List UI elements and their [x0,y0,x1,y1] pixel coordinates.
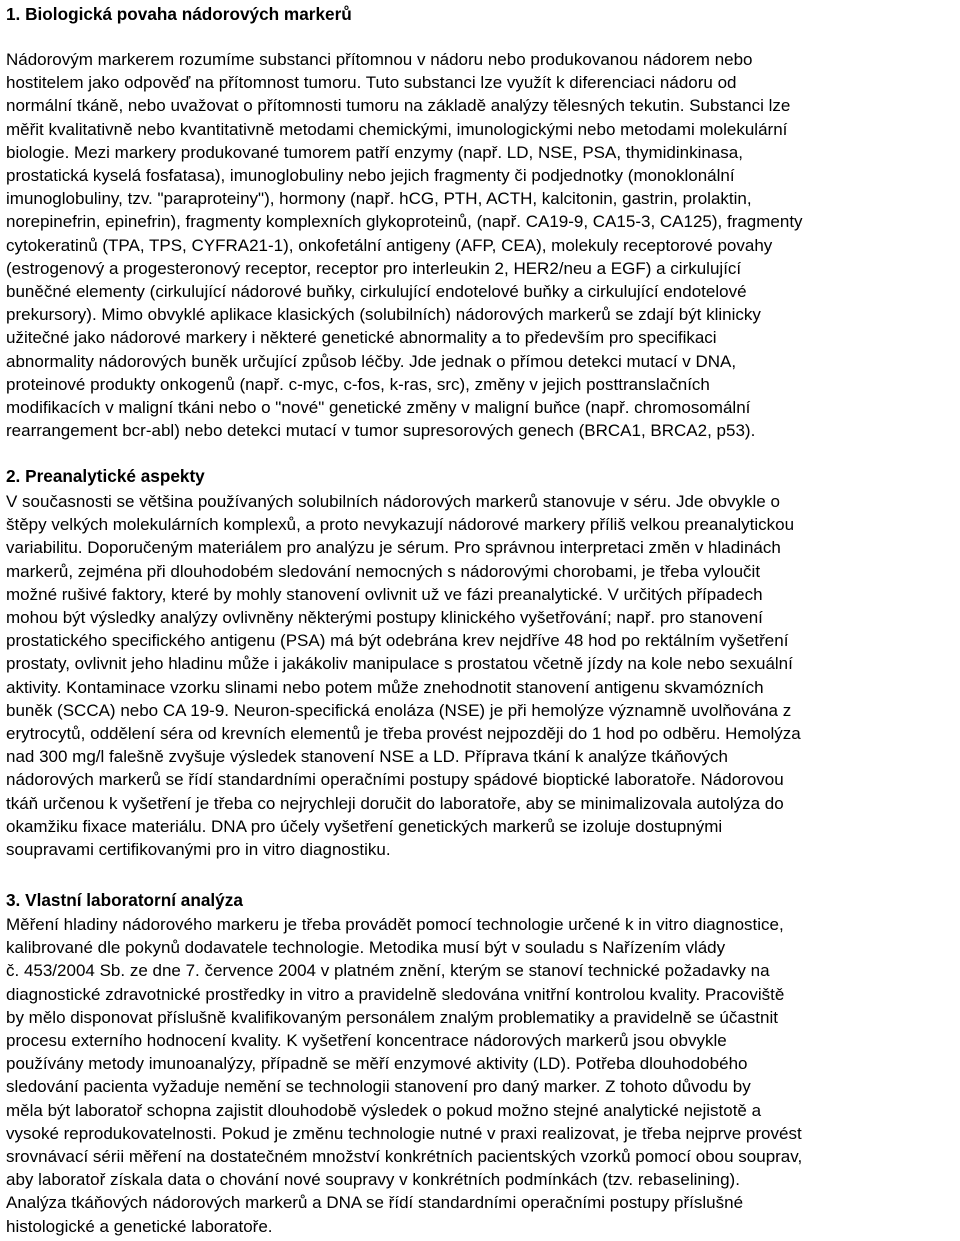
text-line: by mělo disponovat příslušně kvalifikovaným personálem znalým problematiky a pravidelně se účastnit [6,1007,778,1027]
text-line: aktivity. Kontaminace vzorku slinami nebo potem může znehodnotit stanovení antigenu skvamózních [6,677,764,697]
text-line: buněčné elementy (cirkulující nádorové buňky, cirkulující endotelové buňky a cirkulující endotelové [6,282,747,302]
text-line: užitečné jako nádorové markery i některé genetické abnormality a to především pro specifikaci [6,328,717,348]
text-line: variabilitu. Doporučeným materiálem pro analýzu je sérum. Pro správnou interpretaci změn v hladinách [6,538,781,558]
text-line: buněk (SCCA) nebo CA 19-9. Neuron-specifická enoláza (NSE) je při hemolýze významně uvolňována z [6,700,792,720]
text-line: norepinefrin, epinefrin), fragmenty komplexních glykoproteinů, (např. CA19-9, CA15-3, CA125), fragmenty [6,212,803,232]
section-1-body [6,48,803,442]
section-3-heading: 3. Vlastní laboratorní analýza [6,890,243,910]
text-line: srovnávací sérii měření na dostatečném množství konkrétních pacientských vzorků pomocí obou souprav, [6,1147,803,1167]
text-line: prekursory). Mimo obvyklé aplikace klasických (solubilních) nádorových markerů se zdají být klinicky [6,305,761,325]
section-2-heading: 2. Preanalytické aspekty [6,466,205,486]
text-line: V současnosti se většina používaných solubilních nádorových markerů stanovuje v séru. Jde obvykle o [6,492,780,511]
text-line: procesu externího hodnocení kvality. K vyšetření koncentrace nádorových markerů jsou obvykle [6,1031,727,1051]
text-line: prostaty, ovlivnit jeho hladinu může i jakákoliv manipulace s prostatou včetně jízdy na kole nebo sexuální [6,654,793,674]
text-line: hostitelem jako odpověď na přítomnost tumoru. Tuto substanci lze využít k diferenciaci nádoru od [6,73,737,93]
text-line: (estrogenový a progesteronový receptor, receptor pro interleukin 2, HER2/neu a EGF) a cirkulující [6,258,742,278]
text-line: erytrocytů, oddělení séra od krevních elementů je třeba provést nejpozději do 1 hod po odběru. Hemolýza [6,724,801,744]
text-line: Nádorovým markerem rozumíme substanci přítomnou v nádoru nebo produkovanou nádorem nebo [6,50,753,69]
text-line: tkáň určenou k vyšetření je třeba co nejrychleji doručit do laboratoře, aby se minimalizovala autolýza do [6,793,784,813]
text-line: sledování pacienta vyžaduje nemění se technologii stanovení pro daný marker. Z tohoto důvodu by [6,1077,751,1097]
text-line: měřit kvalitativně nebo kvantitativně metodami chemickými, imunologickými nebo metodami molekulární [6,119,788,139]
text-line: prostatická kyselá fosfatasa), imunoglobuliny nebo jejich fragmenty či podjednotky (monoklonální [6,166,735,186]
text-line: aby laboratoř získala data o chování nové soupravy v konkrétních podmínkách (tzv. rebaselining). [6,1170,740,1190]
text-line: diagnostické zdravotnické prostředky in vitro a pravidelně sledována vnitřní kontrolou kvality. Pracoviště [6,984,785,1004]
text-line: proteinové produkty onkogenů (např. c-myc, c-fos, k-ras, src), změny v jejich posttranslačních [6,374,710,394]
text-line: nad 300 mg/l falešně zvyšuje výsledek stanovení NSE a LD. Příprava tkání k analýze tkáňových [6,747,728,767]
text-line: č. 453/2004 Sb. ze dne 7. července 2004 v platném znění, kterým se stanoví technické požadavky na [6,961,770,981]
text-line: kalibrované dle pokynů dodavatele technologie. Metodika musí být v souladu s Nařízením vlády [6,938,726,958]
text-line: prostatického specifického antigenu (PSA) má být odebrána krev nejdříve 48 hod po rektálním vyšetření [6,631,789,651]
text-line: rearrangement bcr-abl) nebo detekci mutací v tumor supresorových genech (BRCA1, BRCA2, p53). [6,421,756,441]
text-line: Měření hladiny nádorového markeru je třeba provádět pomocí technologie určené k in vitro diagnostice, [6,915,784,934]
text-line: histologické a genetické laboratoře. [6,1216,273,1236]
section-3-body [6,913,802,1238]
text-line: okamžiku fixace materiálu. DNA pro účely vyšetření genetických markerů se izoluje dostupnými [6,816,723,836]
text-line: používány metody imunoanalýzy, případně se měří enzymové aktivity (LD). Potřeba dlouhodobého [6,1054,748,1074]
text-line: mohou být výsledky analýzy ovlivněny některými postupy klinického vyšetřování; např. pro stanovení [6,608,763,628]
text-line: nádorových markerů se řídí standardními operačními postupy spádové bioptické laboratoře. Nádorovou [6,770,784,790]
text-line: cytokeratinů (TPA, TPS, CYFRA21-1), onkofetální antigeny (AFP, CEA), molekuly receptorové povahy [6,235,773,255]
text-line: imunoglobuliny, tzv. "paraproteiny"), hormony (např. hCG, PTH, ACTH, kalcitonin, gastrin, prolaktin, [6,189,752,209]
text-line: možné rušivé faktory, které by mohly stanovení ovlivnit už ve fázi preanalytické. V určitých případech [6,584,763,604]
text-line: markerů, zejména při dlouhodobém sledování nemocných s nádorovými chorobami, je třeba vyloučit [6,561,761,581]
section-2-body [6,490,801,861]
section-1-heading: 1. Biologická povaha nádorových markerů [6,4,352,24]
text-line: vysoké reprodukovatelnosti. Pokud je změnu technologie nutné v praxi realizovat, je třeba nejprve provést [6,1123,802,1143]
text-line: abnormality nádorových buněk určující způsob léčby. Jde jednak o přímou detekci mutací v DNA, [6,351,737,371]
text-line: měla být laboratoř schopna zajistit dlouhodobě výsledek o pokud možno stejné analytické nejistotě a [6,1100,762,1120]
text-line: modifikacích v maligní tkáni nebo o "nové" genetické změny v maligní buňce (např. chromosomální [6,398,751,418]
text-line: štěpy velkých molekulárních komplexů, a proto nevykazují nádorové markery příliš velkou preanalytickou [6,515,795,535]
text-line: biologie. Mezi markery produkované tumorem patří enzymy (např. LD, NSE, PSA, thymidinkinasa, [6,142,743,162]
text-line: normální tkáně, nebo uvažovat o přítomnosti tumoru na základě analýzy tělesných tekutin. Substanci lze [6,96,791,116]
text-line: soupravami certifikovanými pro in vitro diagnostiku. [6,840,391,860]
text-line: Analýza tkáňových nádorových markerů a DNA se řídí standardními operačními postupy příslušné [6,1193,744,1213]
